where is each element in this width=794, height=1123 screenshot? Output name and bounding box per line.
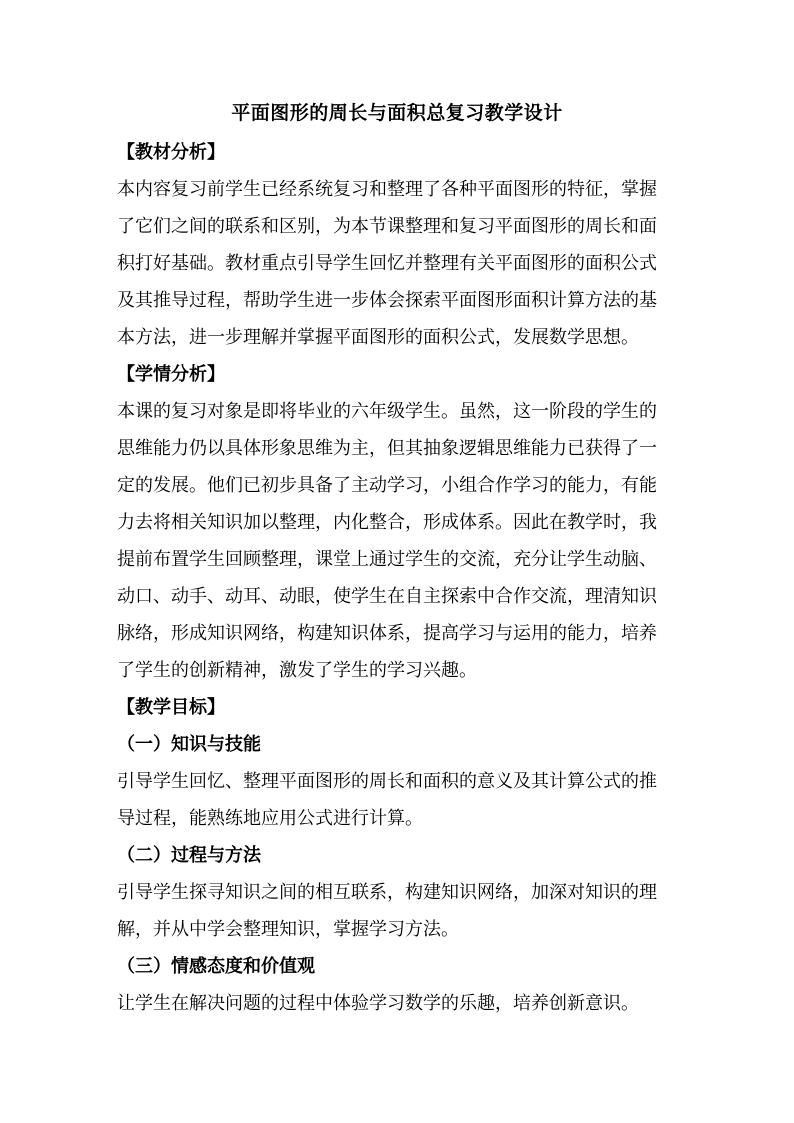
- text-line: 提前布置学生回顾整理，课堂上通过学生的交流，充分让学生动脑、: [117, 549, 657, 570]
- text-line: 定的发展。他们已初步具备了主动学习，小组合作学习的能力，有能: [117, 475, 657, 496]
- document-title: 平面图形的周长与面积总复习教学设计: [231, 102, 563, 124]
- text-line: 动口、动手、动耳、动眼，使学生在自主探索中合作交流，理清知识: [117, 586, 657, 607]
- section-heading-student-analysis: 【学情分析】: [117, 364, 225, 385]
- subheading-attitude-values: （三）情感态度和价值观: [117, 956, 315, 977]
- subheading-knowledge-skills: （一）知识与技能: [117, 734, 261, 755]
- text-line: 让学生在解决问题的过程中体验学习数学的乐趣，培养创新意识。: [117, 993, 639, 1014]
- paragraph-attitude-values: [117, 985, 679, 1022]
- text-line: 本方法，进一步理解并掌握平面图形的面积公式，发展数学思想。: [117, 327, 639, 348]
- paragraph-knowledge-skills: [117, 763, 679, 837]
- text-line: 积打好基础。教材重点引导学生回忆并整理有关平面图形的面积公式: [117, 253, 657, 274]
- section-heading-teaching-goals: 【教学目标】: [117, 697, 225, 718]
- text-line: 导过程，能熟练地应用公式进行计算。: [117, 808, 423, 829]
- text-line: 本课的复习对象是即将毕业的六年级学生。虽然，这一阶段的学生的: [117, 401, 657, 422]
- subheading-process-methods: （二）过程与方法: [117, 845, 261, 866]
- text-line: 引导学生回忆、整理平面图形的周长和面积的意义及其计算公式的推: [117, 771, 657, 792]
- document-body: [117, 134, 679, 1022]
- text-line: 及其推导过程，帮助学生进一步体会探索平面图形面积计算方法的基: [117, 290, 657, 311]
- text-line: 解，并从中学会整理知识，掌握学习方法。: [117, 919, 459, 940]
- text-line: 思维能力仍以具体形象思维为主，但其抽象逻辑思维能力已获得了一: [117, 438, 657, 459]
- paragraph-textbook-analysis: [117, 171, 679, 356]
- text-line: 本内容复习前学生已经系统复习和整理了各种平面图形的特征，掌握: [117, 179, 657, 200]
- paragraph-student-analysis: [117, 393, 679, 689]
- text-line: 了它们之间的联系和区别，为本节课整理和复习平面图形的周长和面: [117, 216, 657, 237]
- paragraph-process-methods: [117, 874, 679, 948]
- text-line: 了学生的创新精神，激发了学生的学习兴趣。: [117, 660, 477, 681]
- text-line: 力去将相关知识加以整理，内化整合，形成体系。因此在教学时，我: [117, 512, 657, 533]
- section-heading-textbook-analysis: 【教材分析】: [117, 142, 225, 163]
- text-line: 脉络，形成知识网络，构建知识体系，提高学习与运用的能力，培养: [117, 623, 657, 644]
- text-line: 引导学生探寻知识之间的相互联系，构建知识网络，加深对知识的理: [117, 882, 657, 903]
